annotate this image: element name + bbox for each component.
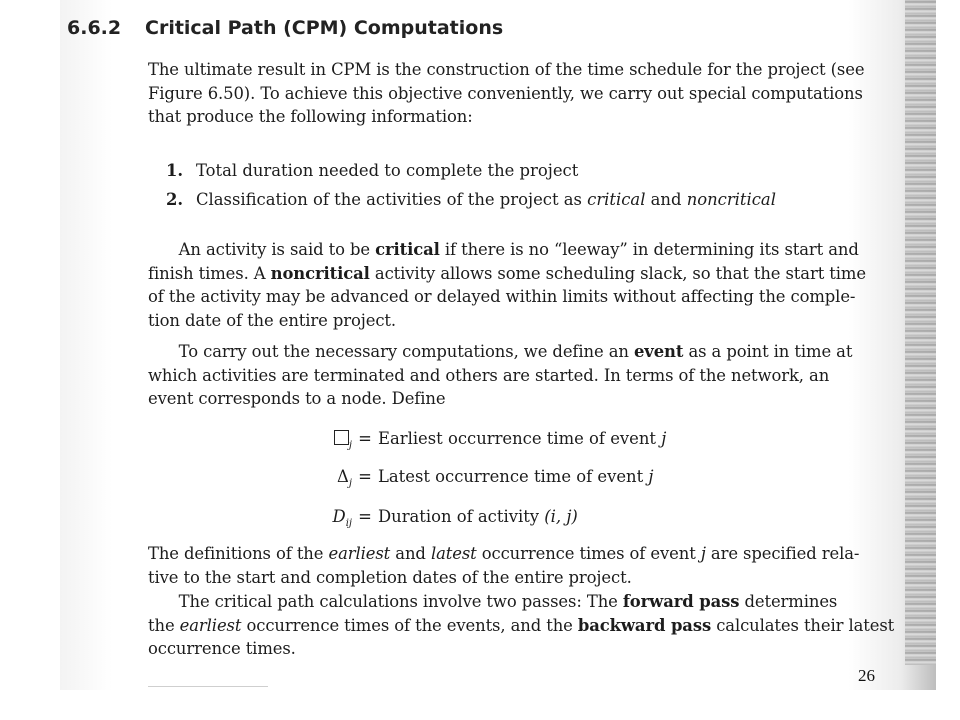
definition-text: Latest occurrence time of event — [378, 467, 649, 486]
definition-variable: j — [648, 467, 654, 486]
paragraph-line: of the activity may be advanced or delayed within limits without affecting the comple- — [148, 287, 856, 306]
italic-term: earliest — [328, 544, 391, 563]
paragraph-line: finish times. A noncritical activity allows some scheduling slack, so that the start time — [148, 263, 866, 283]
intro-paragraph — [148, 58, 920, 129]
page-number: 26 — [858, 666, 875, 685]
paragraph-line: tion date of the entire project. — [148, 310, 397, 330]
italic-term: noncritical — [686, 190, 776, 209]
section-title: Critical Path (CPM) Computations — [145, 17, 504, 39]
definition-latest: $\Delta_j$ = Latest occurrence time of event j — [316, 466, 653, 495]
event-definition-paragraph — [148, 340, 920, 411]
critical-definition-paragraph — [148, 238, 920, 332]
italic-term: critical — [587, 190, 646, 209]
box-symbol-icon — [334, 430, 349, 445]
information-list — [166, 156, 866, 214]
definition-variable: (i, j) — [544, 507, 578, 526]
paragraph-line: the earliest occurrence times of the events, and the backward pass calculates their latest — [148, 615, 895, 635]
list-item-text: Classification of the activities of the project as — [196, 190, 588, 209]
occurrence-definition-paragraph — [148, 542, 920, 589]
scan-artifact-line — [148, 686, 268, 687]
section-number: 6.6.2 — [67, 17, 122, 39]
list-item-number: 1. — [166, 161, 184, 180]
definition-duration: $D_{ij}$ = Duration of activity (i, j) — [316, 506, 578, 535]
definition-text: Duration of activity — [378, 507, 545, 526]
definition-earliest: $_j$ = Earliest occurrence time of event j — [316, 428, 666, 457]
passes-paragraph — [148, 590, 920, 661]
list-item-text: and — [645, 190, 687, 209]
italic-term: latest — [430, 544, 477, 563]
earliest-time-symbol: j — [316, 428, 352, 457]
bold-term: noncritical — [270, 263, 370, 283]
paragraph-line: occurrence times. — [148, 639, 296, 658]
bold-term: critical — [375, 240, 440, 259]
intro-line: Figure 6.50). To achieve this objective conveniently, we carry out special computations — [148, 83, 863, 103]
intro-line: The ultimate result in CPM is the construction of the time schedule for the project (see — [148, 60, 865, 79]
list-item-text: Total duration needed to complete the project — [196, 161, 579, 180]
list-item — [166, 185, 866, 214]
bold-term: backward pass — [577, 615, 712, 635]
intro-line: that produce the following information: — [148, 107, 473, 126]
paragraph-line: tive to the start and completion dates of the entire project. — [148, 567, 632, 587]
bold-term: forward pass — [622, 592, 740, 611]
section-heading — [67, 17, 503, 39]
paragraph-line: event corresponds to a node. Define — [148, 389, 446, 408]
paragraph-line: An activity is said to be critical if there is no “leeway” in determining its start and — [178, 240, 859, 259]
paragraph-line: The critical path calculations involve two passes: The forward pass determines — [178, 592, 838, 611]
latest-time-symbol: $\Delta_j$ — [337, 467, 352, 489]
duration-symbol: $D_{ij}$ — [332, 507, 352, 529]
list-item — [166, 156, 866, 185]
paragraph-line: which activities are terminated and others are started. In terms of the network, an — [148, 365, 830, 385]
definition-variable: j — [661, 429, 667, 448]
definition-text: Earliest occurrence time of event — [378, 429, 662, 448]
paragraph-line: To carry out the necessary computations, we define an event as a point in time at — [178, 342, 853, 361]
list-item-number: 2. — [166, 190, 184, 209]
italic-term: earliest — [179, 615, 242, 635]
bold-term: event — [633, 342, 684, 361]
paragraph-line: The definitions of the earliest and latest occurrence times of event j are specified rela- — [148, 544, 860, 563]
